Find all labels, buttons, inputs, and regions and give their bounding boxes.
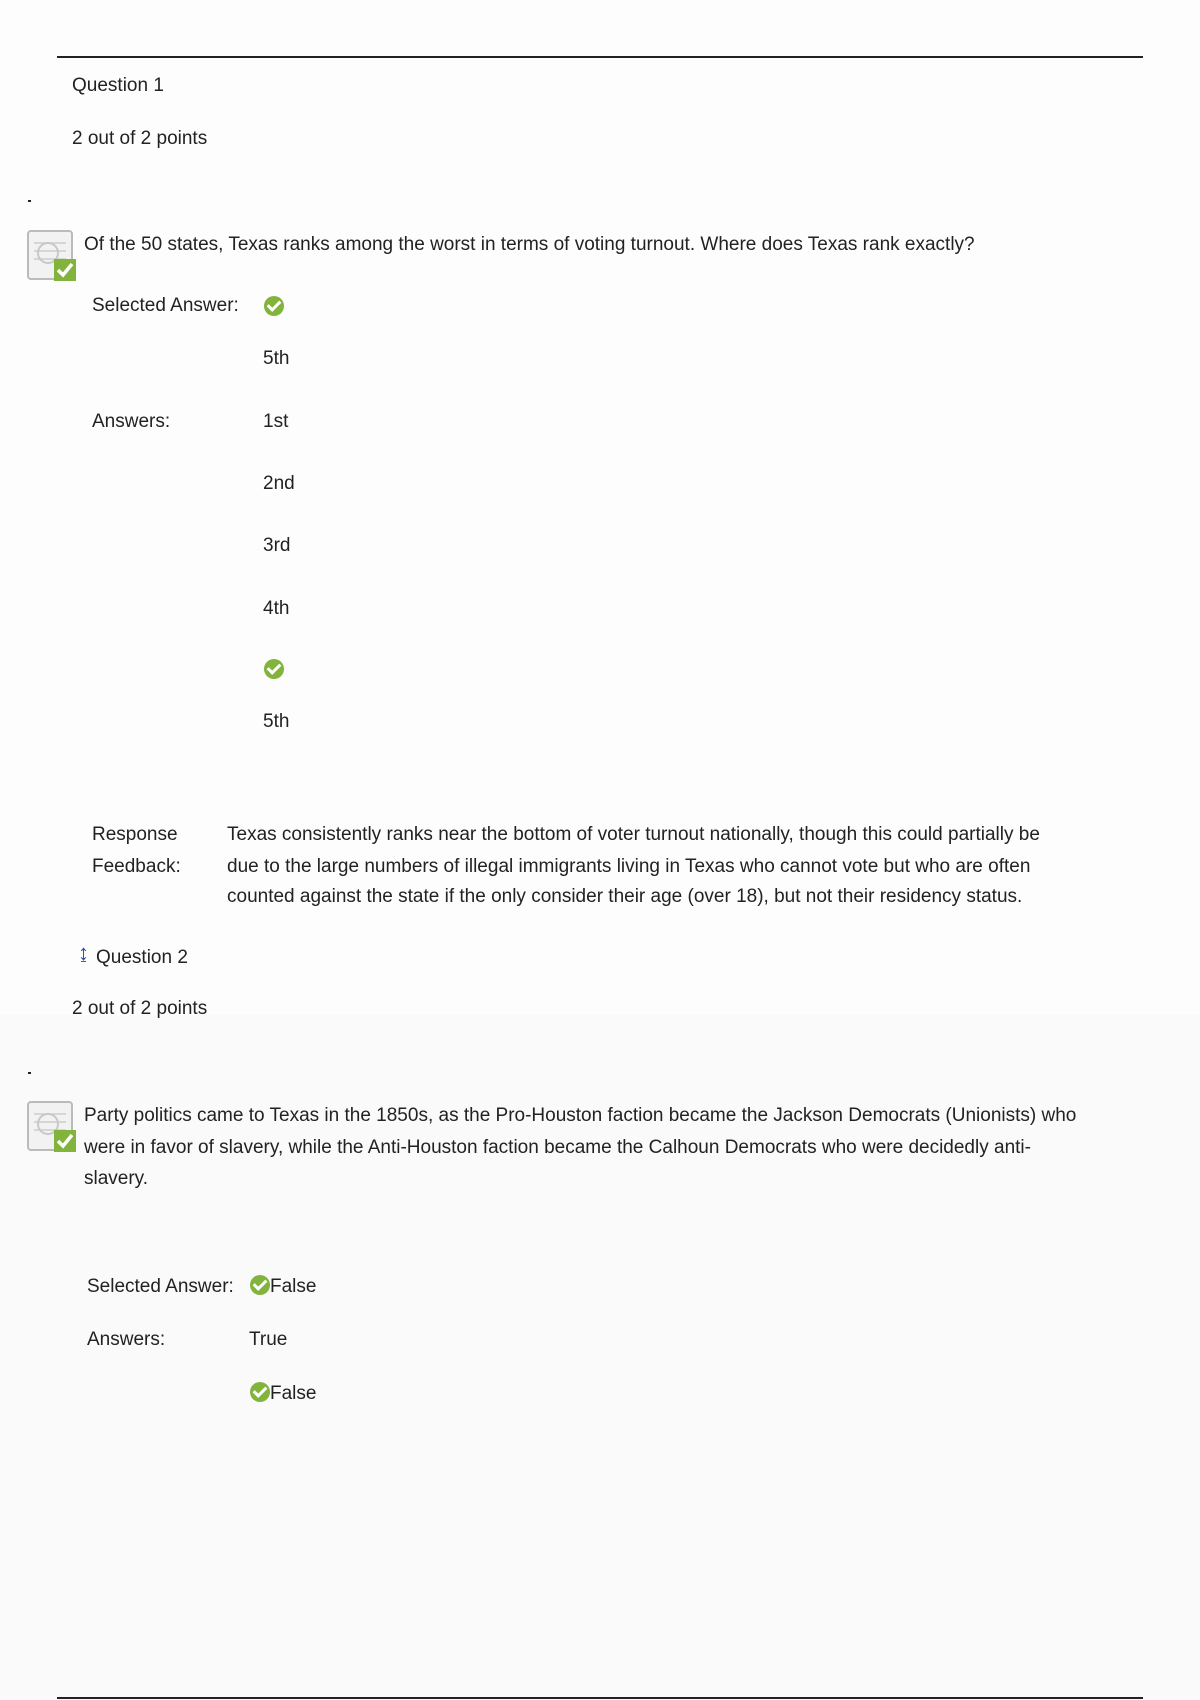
feedback-line: due to the large numbers of illegal immigrants living in Texas who cannot vote but who are often	[227, 856, 1031, 877]
question-2-title: Question 2	[96, 947, 188, 968]
correct-check-icon	[250, 1275, 270, 1295]
answer-option: 1st	[263, 411, 289, 432]
bullet-marker	[28, 200, 31, 202]
answers-label: Answers:	[87, 1329, 166, 1350]
answers-label: Answers:	[92, 411, 171, 432]
question-1-points: 2 out of 2 points	[72, 128, 208, 149]
correct-check-icon	[250, 1382, 270, 1402]
feedback-line: counted against the state if the only consider their age (over 18), but not their residency status.	[227, 886, 1023, 907]
correct-question-icon	[26, 1100, 78, 1154]
answer-option-correct: 5th	[263, 711, 290, 732]
question-2-text-line: were in favor of slavery, while the Anti-Houston faction became the Calhoun Democrats who were decidedly anti-	[84, 1137, 1031, 1158]
selected-answer-label: Selected Answer:	[87, 1276, 234, 1297]
selected-answer-label: Selected Answer:	[92, 295, 239, 316]
selected-answer-value: False	[270, 1276, 317, 1297]
question-2-text-line: slavery.	[84, 1168, 149, 1189]
move-handle-icon[interactable]: ↨	[78, 940, 89, 965]
bullet-marker	[28, 1072, 31, 1074]
correct-question-icon	[26, 229, 78, 283]
answer-option: 2nd	[263, 473, 295, 494]
question-1-text: Of the 50 states, Texas ranks among the worst in terms of voting turnout. Where does Texas rank exactly?	[84, 234, 975, 255]
answer-option: 4th	[263, 598, 290, 619]
answer-option-correct: False	[270, 1383, 317, 1404]
top-divider	[57, 56, 1143, 58]
feedback-label-line2: Feedback:	[92, 856, 181, 877]
feedback-line: Texas consistently ranks near the bottom of voter turnout nationally, though this could partially be	[227, 824, 1040, 845]
answer-option: 3rd	[263, 535, 291, 556]
bottom-divider	[57, 1697, 1143, 1699]
answer-option: True	[249, 1329, 288, 1350]
correct-check-icon	[264, 659, 284, 679]
feedback-label-line1: Response	[92, 824, 178, 845]
selected-answer-value: 5th	[263, 348, 290, 369]
correct-check-icon	[264, 296, 284, 316]
question-1-title: Question 1	[72, 75, 164, 96]
question-2-points: 2 out of 2 points	[72, 998, 208, 1019]
question-2-text-line: Party politics came to Texas in the 1850s, as the Pro-Houston faction became the Jackson Democrats (Unionists) who	[84, 1105, 1077, 1126]
